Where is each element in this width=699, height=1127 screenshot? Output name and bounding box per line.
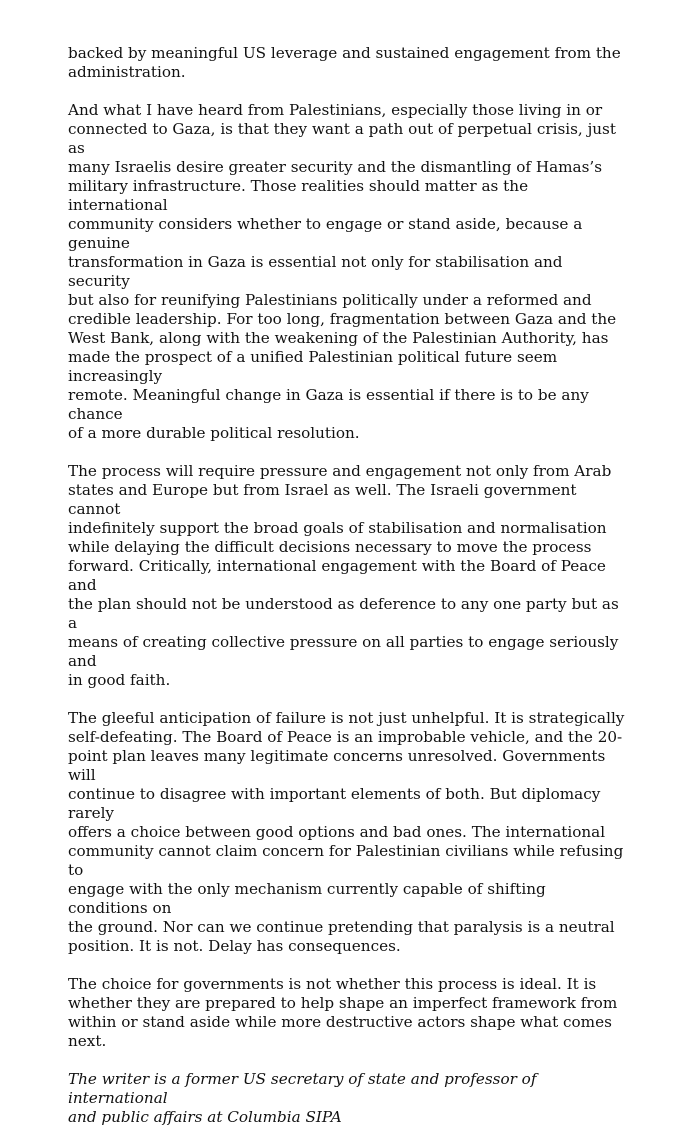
article-paragraph: backed by meaningful US leverage and sustained engagement from the administration. bbox=[68, 44, 621, 81]
article-paragraph: The process will require pressure and engagement not only from Arab states and Europe but from Israel as well. The Israeli government cannot indefinitely support the broad goals of stabilisation and normalisation while delaying the difficult decisions necessary to move the process forward. Critically, international engagement with the Board of Peace and the plan should not be understood as deference to any one party but as a means of creating collective pressure on all parties to engage seriously and in good faith. bbox=[68, 462, 619, 689]
article-paragraph: The gleeful anticipation of failure is not just unhelpful. It is strategically self-defeating. The Board of Peace is an improbable vehicle, and the 20- point plan leaves many legitimate concerns unresolved. Governments will continue to disagree with important elements of both. But diplomacy rarely offers a choice between good options and bad ones. The international community cannot claim concern for Palestinian civilians while refusing to engage with the only mechanism currently capable of shifting conditions on the ground. Nor can we continue pretending that paralysis is a neutral position. It is not. Delay has consequences. bbox=[68, 709, 625, 955]
article-body bbox=[68, 44, 628, 1127]
article-paragraph: The choice for governments is not whether this process is ideal. It is whether they are prepared to help shape an imperfect framework from within or stand aside while more destructive actors shape what comes next. bbox=[68, 975, 618, 1050]
article-paragraph: And what I have heard from Palestinians, especially those living in or connected to Gaza, is that they want a path out of perpetual crisis, just as many Israelis desire greater security and the dismantling of Hamas’s military infrastructure. Those realities should matter as the international community considers whether to engage or stand aside, because a genuine transformation in Gaza is essential not only for stabilisation and security but also for reunifying Palestinians politically under a reformed and credible leadership. For too long, fragmentation between Gaza and the West Bank, along with the weakening of the Palestinian Authority, has made the prospect of a unified Palestinian political future seem increasingly remote. Meaningful change in Gaza is essential if there is to be any chance of a more durable political resolution. bbox=[68, 101, 617, 442]
author-byline: The writer is a former US secretary of state and professor of international and public affairs at Columbia SIPA bbox=[68, 1070, 537, 1126]
